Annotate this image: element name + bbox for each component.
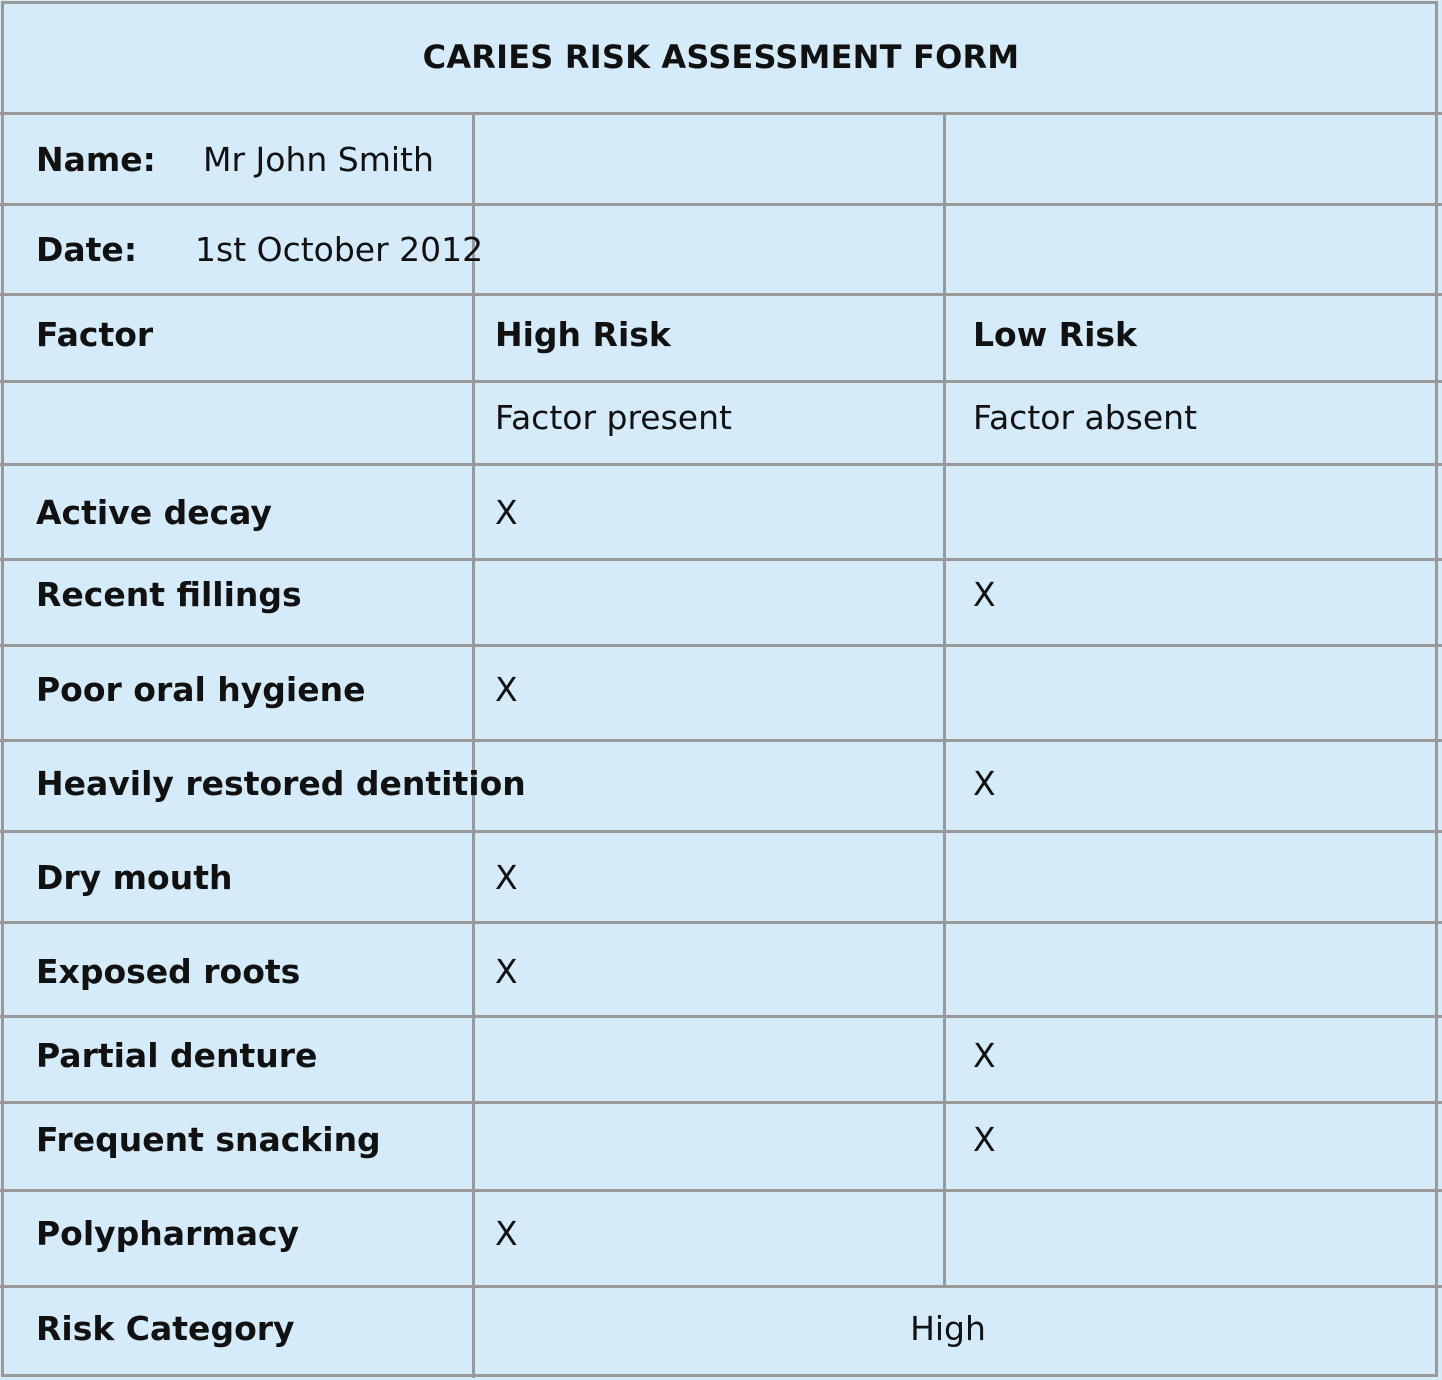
high-risk-mark: X [495, 1213, 518, 1253]
high-risk-mark: X [495, 951, 518, 991]
date-value: 1st October 2012 [195, 230, 484, 269]
divider [0, 293, 1442, 296]
risk-category-value: High [910, 1308, 986, 1348]
factor-name: Exposed roots [36, 951, 301, 991]
name-label: Name: [36, 139, 156, 179]
low-risk-mark: X [973, 574, 996, 614]
factor-header: Factor [36, 314, 154, 354]
factor-name: Frequent snacking [36, 1119, 381, 1159]
factor-name: Recent fillings [36, 574, 302, 614]
high-risk-subheader: Factor present [495, 397, 732, 437]
high-risk-mark: X [495, 669, 518, 709]
low-risk-mark: X [973, 1119, 996, 1159]
factor-name: Dry mouth [36, 857, 233, 897]
low-risk-mark: X [973, 763, 996, 803]
factor-name: Partial denture [36, 1036, 318, 1075]
factor-name: Heavily restored dentition [36, 763, 526, 803]
name-value: Mr John Smith [203, 139, 434, 179]
low-risk-header: Low Risk [973, 314, 1137, 354]
low-risk-mark: X [973, 1036, 996, 1075]
form-title: CARIES RISK ASSESSMENT FORM [422, 38, 1020, 76]
high-risk-mark: X [495, 492, 518, 532]
risk-category-label: Risk Category [36, 1308, 295, 1348]
column-divider [943, 112, 946, 1288]
factor-name: Active decay [36, 492, 272, 532]
factor-name: Polypharmacy [36, 1213, 300, 1253]
high-risk-header: High Risk [495, 314, 671, 354]
date-label: Date: [36, 230, 138, 269]
factor-name: Poor oral hygiene [36, 669, 366, 709]
low-risk-subheader: Factor absent [973, 397, 1198, 437]
high-risk-mark: X [495, 857, 518, 897]
